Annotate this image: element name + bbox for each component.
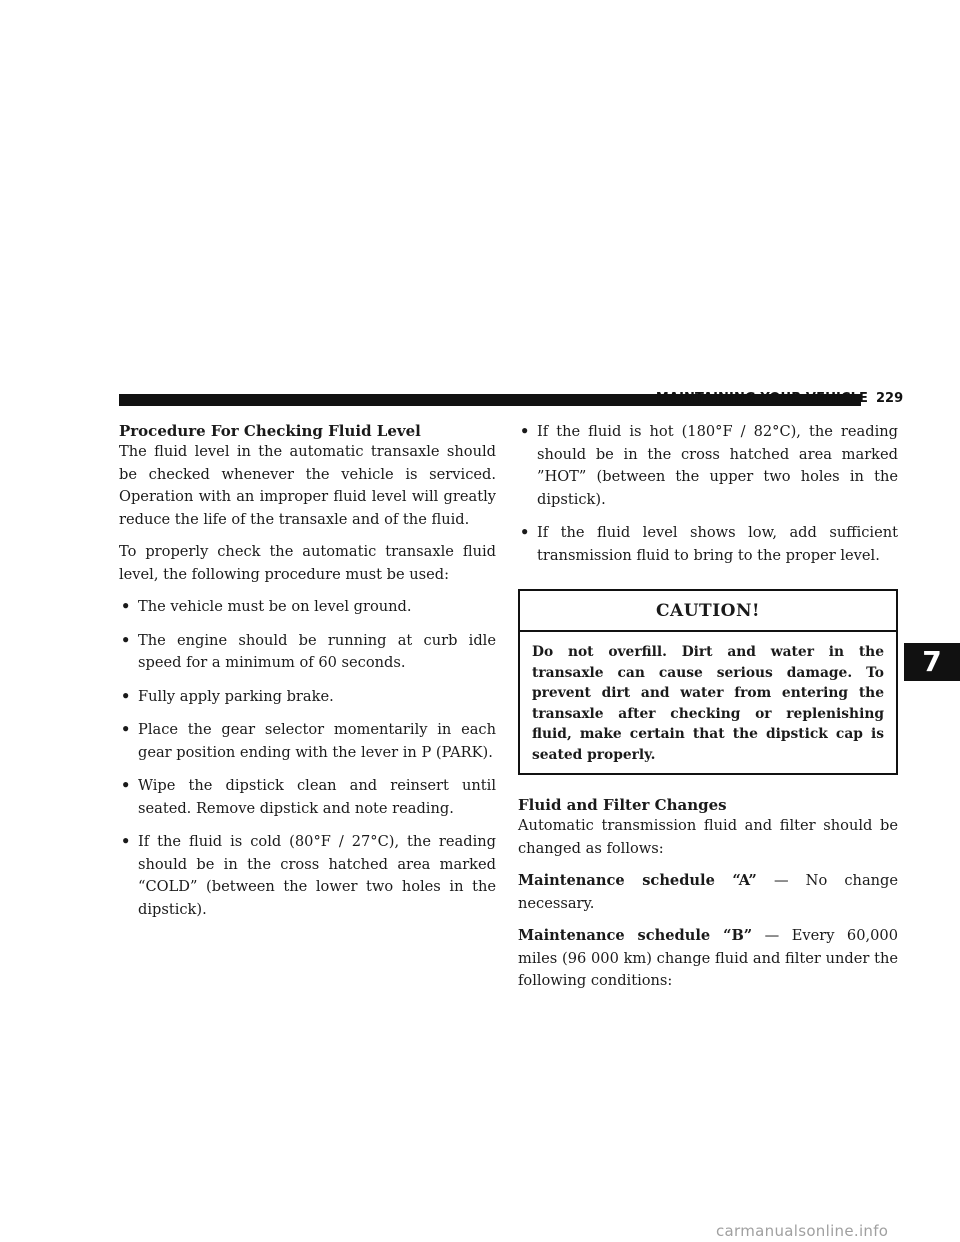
running-header-title: MAINTAINING YOUR VEHICLE <box>655 391 868 406</box>
list-item <box>119 686 496 709</box>
bullet-icon: • <box>121 833 131 850</box>
list-item-text: Place the gear selector momentarily in each gear position ending with the lever in P (PARK). <box>138 721 496 761</box>
schedule-a-text: — No change necessary. <box>518 872 899 912</box>
left-column <box>119 421 496 932</box>
fluid-reading-bullet-list <box>518 421 898 567</box>
list-item <box>119 596 496 619</box>
chapter-tab: 7 <box>904 643 960 681</box>
list-item-text: If the fluid is hot (180°F / 82°C), the reading should be in the cross hatched area marked ”HOT” (between the upper two holes in the dipstick). <box>537 423 898 508</box>
caution-box <box>518 589 898 775</box>
bullet-icon: • <box>520 524 530 541</box>
list-item-text: Wipe the dipstick clean and reinsert until seated. Remove dipstick and note reading. <box>138 777 496 817</box>
schedule-b-label: Maintenance schedule “B” <box>518 927 753 944</box>
list-item <box>119 775 496 820</box>
list-item-text: If the fluid level shows low, add sufficient transmission fluid to bring to the proper level. <box>537 524 898 564</box>
caution-body: Do not overfill. Dirt and water in the transaxle can cause serious damage. To prevent dirt and water from entering the transaxle after checking or replenishing fluid, make certain that the dipstick cap is seated properly. <box>532 644 884 763</box>
bullet-icon: • <box>121 631 131 649</box>
list-item <box>119 831 496 921</box>
page-number: 229 <box>876 391 904 406</box>
list-item <box>119 630 496 675</box>
section-heading-fluid-filter-changes: Fluid and Filter Changes <box>518 796 727 814</box>
bullet-icon: • <box>121 777 131 794</box>
paragraph-schedule-b <box>518 925 898 993</box>
paragraph-schedule-a <box>518 870 898 915</box>
bullet-icon: • <box>520 423 530 440</box>
list-item <box>119 719 496 764</box>
bullet-icon: • <box>121 721 131 738</box>
list-item-text: The engine should be running at curb idle speed for a minimum of 60 seconds. <box>138 631 496 671</box>
section-heading-checking-fluid: Procedure For Checking Fluid Level <box>119 422 421 440</box>
paragraph-procedure-intro: To properly check the automatic transaxle fluid level, the following procedure must be used: <box>119 543 496 583</box>
paragraph-fluid-level-intro: The fluid level in the automatic transaxle should be checked whenever the vehicle is serviced. Operation with an improper fluid level will greatly reduce the life of the transaxle and of the fluid. <box>119 443 496 528</box>
caution-title: CAUTION! <box>520 591 896 632</box>
list-item <box>518 522 898 567</box>
schedule-a-label: Maintenance schedule “A” <box>518 872 757 889</box>
watermark: carmanualsonline.info <box>716 1222 889 1240</box>
procedure-bullet-list <box>119 596 496 921</box>
right-column <box>518 421 898 993</box>
list-item-text: The vehicle must be on level ground. <box>138 598 412 615</box>
schedule-b-text: — Every 60,000 miles (96 000 km) change fluid and filter under the following conditions: <box>518 927 898 989</box>
list-item-text: If the fluid is cold (80°F / 27°C), the reading should be in the cross hatched area marked “COLD” (between the lower two holes in the dipstick). <box>138 833 496 918</box>
list-item <box>518 421 898 511</box>
bullet-icon: • <box>121 687 131 705</box>
paragraph-change-intro: Automatic transmission fluid and filter should be changed as follows: <box>518 817 898 857</box>
bullet-icon: • <box>121 598 131 615</box>
list-item-text: Fully apply parking brake. <box>138 687 334 705</box>
